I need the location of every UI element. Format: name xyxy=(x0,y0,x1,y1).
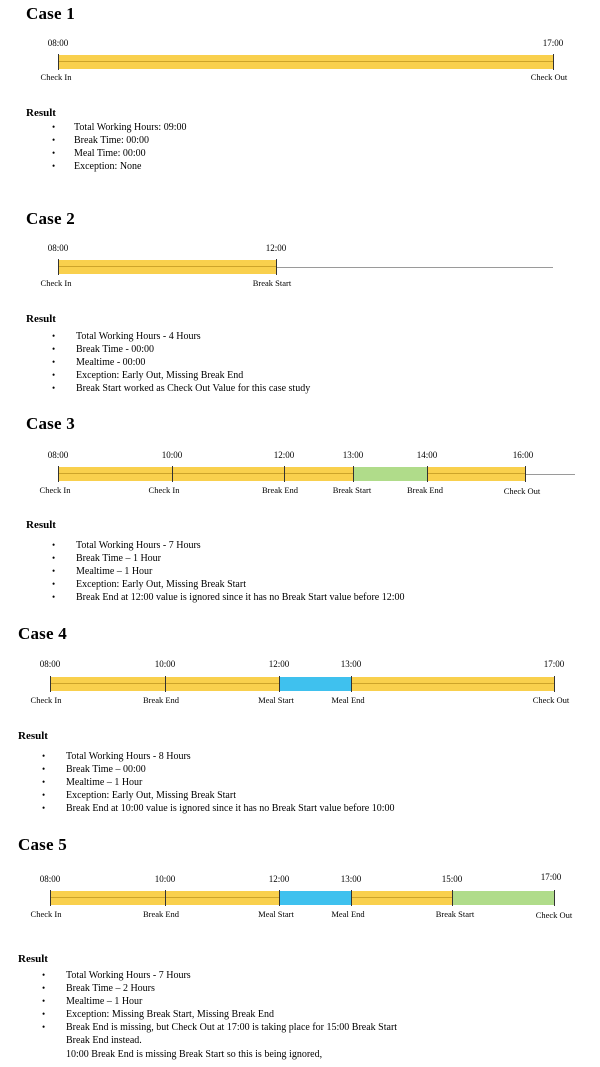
bullet: • xyxy=(52,540,56,550)
bullet: • xyxy=(52,357,56,367)
tick-mark xyxy=(554,676,555,692)
result-item xyxy=(52,578,405,591)
result-item xyxy=(42,763,395,776)
tick-mark xyxy=(276,259,277,275)
result-item xyxy=(42,969,397,982)
work-segment xyxy=(351,891,452,905)
bullet: • xyxy=(42,803,46,813)
bullet: • xyxy=(52,370,56,380)
time-label: 17:00 xyxy=(542,38,564,48)
result-text: Mealtime – 1 Hour xyxy=(66,777,143,788)
time-label: 08:00 xyxy=(39,659,61,669)
case-2-result-list xyxy=(52,330,310,395)
tick-mark xyxy=(351,890,352,906)
event-label: Check Out xyxy=(535,910,573,920)
event-label: Meal End xyxy=(331,695,365,705)
case-5-result-title: Result xyxy=(18,953,48,965)
time-label: 13:00 xyxy=(340,874,362,884)
bullet: • xyxy=(52,148,56,158)
time-label: 17:00 xyxy=(540,872,562,882)
bullet: • xyxy=(42,764,46,774)
result-item xyxy=(42,995,397,1008)
result-item xyxy=(52,343,310,356)
result-item xyxy=(42,1008,397,1021)
bullet: • xyxy=(42,790,46,800)
result-text: Total Working Hours - 7 Hours xyxy=(66,970,191,981)
result-text: Break Time: 00:00 xyxy=(74,135,150,146)
bullet: • xyxy=(52,331,56,341)
result-text: Exception: Missing Break Start, Missing Break End xyxy=(66,1009,275,1020)
time-label: 10:00 xyxy=(161,450,183,460)
result-item xyxy=(42,982,397,995)
result-item xyxy=(42,750,395,763)
time-label: 13:00 xyxy=(340,659,362,669)
event-label: Break Start xyxy=(252,278,292,288)
event-label: Check In xyxy=(30,909,62,919)
result-item xyxy=(42,776,395,789)
bullet: • xyxy=(42,983,46,993)
meal-segment xyxy=(279,891,351,905)
event-label: Check In xyxy=(30,695,62,705)
case-3-title: Case 3 xyxy=(26,414,75,433)
tick-mark xyxy=(58,259,59,275)
event-label: Break Start xyxy=(332,485,372,495)
result-text: Break End at 12:00 value is ignored since it has no Break Start value before 12:00 xyxy=(76,592,405,603)
result-item xyxy=(52,382,310,395)
result-text: Break Time – 2 Hours xyxy=(66,983,155,994)
case-5-title: Case 5 xyxy=(18,835,67,854)
time-label: 08:00 xyxy=(47,450,69,460)
result-item xyxy=(42,789,395,802)
case-3-result-list xyxy=(52,539,405,604)
result-text: Break Time – 00:00 xyxy=(66,764,146,775)
bullet: • xyxy=(42,1022,46,1032)
result-text: Break End at 10:00 value is ignored since it has no Break Start value before 10:00 xyxy=(66,803,395,814)
time-label: 08:00 xyxy=(39,874,61,884)
result-item xyxy=(52,565,405,578)
case-2-result-title: Result xyxy=(26,313,56,325)
result-item xyxy=(52,147,186,160)
tick-mark xyxy=(452,890,453,906)
timeline-axis xyxy=(276,267,553,268)
event-label: Check Out xyxy=(530,72,568,82)
result-text: Exception: Early Out, Missing Break End xyxy=(76,370,244,381)
bullet: • xyxy=(52,566,56,576)
time-label: 08:00 xyxy=(47,243,69,253)
case-1-result-list xyxy=(52,121,186,173)
event-label: Break End xyxy=(142,909,180,919)
result-text: Total Working Hours: 09:00 xyxy=(74,122,187,133)
tick-mark xyxy=(427,466,428,482)
tick-mark xyxy=(50,890,51,906)
bullet: • xyxy=(52,553,56,563)
time-label: 08:00 xyxy=(47,38,69,48)
bullet: • xyxy=(52,592,56,602)
event-label: Check In xyxy=(148,485,180,495)
event-label: Meal Start xyxy=(258,695,294,705)
result-text: Break Time - 00:00 xyxy=(76,344,155,355)
time-label: 10:00 xyxy=(154,874,176,884)
break-segment xyxy=(353,467,427,481)
time-label: 14:00 xyxy=(416,450,438,460)
result-item xyxy=(42,802,395,815)
break-segment xyxy=(452,891,554,905)
event-label: Break End xyxy=(406,485,444,495)
result-item xyxy=(52,134,186,147)
case-1-title: Case 1 xyxy=(26,4,75,23)
bullet: • xyxy=(42,1009,46,1019)
tick-mark xyxy=(353,466,354,482)
result-item xyxy=(42,1021,397,1034)
time-label: 17:00 xyxy=(543,659,565,669)
case-3-result-title: Result xyxy=(26,519,56,531)
work-segment xyxy=(58,260,276,274)
result-item xyxy=(52,356,310,369)
result-continuation: 10:00 Break End is missing Break Start so this is being ignored, xyxy=(66,1049,323,1060)
case-4-title: Case 4 xyxy=(18,624,67,643)
meal-segment xyxy=(279,677,351,691)
time-label: 12:00 xyxy=(268,659,290,669)
case-1-result-title: Result xyxy=(26,107,56,119)
bullet: • xyxy=(42,751,46,761)
event-label: Break End xyxy=(142,695,180,705)
result-text: Mealtime – 1 Hour xyxy=(76,566,153,577)
result-item xyxy=(52,121,186,134)
tick-mark xyxy=(351,676,352,692)
time-label: 13:00 xyxy=(342,450,364,460)
work-segment xyxy=(427,467,525,481)
case-4-result-title: Result xyxy=(18,730,48,742)
result-text: Total Working Hours - 4 Hours xyxy=(76,331,201,342)
event-label: Check In xyxy=(39,485,71,495)
bullet: • xyxy=(42,996,46,1006)
result-text: Total Working Hours - 8 Hours xyxy=(66,751,191,762)
work-segment xyxy=(58,55,553,69)
tick-mark xyxy=(553,54,554,70)
tick-mark xyxy=(279,890,280,906)
result-item xyxy=(52,330,310,343)
result-item xyxy=(52,552,405,565)
bullet: • xyxy=(52,383,56,393)
bullet: • xyxy=(52,122,56,132)
result-text: Meal Time: 00:00 xyxy=(74,148,146,159)
result-text: Break Start worked as Check Out Value for this case study xyxy=(76,383,311,394)
event-label: Break End xyxy=(261,485,299,495)
case-4-result-list xyxy=(42,750,395,815)
event-label: Check Out xyxy=(532,695,570,705)
tick-mark xyxy=(58,466,59,482)
result-text: Exception: None xyxy=(74,161,142,172)
result-text: Break Time – 1 Hour xyxy=(76,553,161,564)
bullet: • xyxy=(52,161,56,171)
tick-mark xyxy=(58,54,59,70)
bullet: • xyxy=(52,579,56,589)
time-label: 10:00 xyxy=(154,659,176,669)
work-segment xyxy=(58,467,353,481)
bullet: • xyxy=(42,777,46,787)
time-label: 15:00 xyxy=(441,874,463,884)
tick-mark xyxy=(284,466,285,482)
result-text: Break End is missing, but Check Out at 17:00 is taking place for 15:00 Break Start xyxy=(66,1022,398,1033)
result-continuation: Break End instead. xyxy=(66,1035,142,1046)
result-item xyxy=(52,369,310,382)
timeline-axis xyxy=(525,474,575,475)
bullet: • xyxy=(42,970,46,980)
event-label: Meal End xyxy=(331,909,365,919)
tick-mark xyxy=(525,466,526,482)
time-label: 12:00 xyxy=(265,243,287,253)
result-text: Total Working Hours - 7 Hours xyxy=(76,540,201,551)
result-item xyxy=(52,539,405,552)
event-label: Check In xyxy=(40,72,72,82)
result-item xyxy=(52,591,405,604)
bullet: • xyxy=(52,344,56,354)
case-5-result-list xyxy=(42,969,397,1034)
time-label: 12:00 xyxy=(268,874,290,884)
result-item xyxy=(52,160,186,173)
tick-mark xyxy=(165,676,166,692)
tick-mark xyxy=(279,676,280,692)
tick-mark xyxy=(165,890,166,906)
bullet: • xyxy=(52,135,56,145)
time-label: 12:00 xyxy=(273,450,295,460)
case-2-title: Case 2 xyxy=(26,209,75,228)
tick-mark xyxy=(172,466,173,482)
work-segment xyxy=(351,677,554,691)
tick-mark xyxy=(554,890,555,906)
event-label: Check Out xyxy=(503,486,541,496)
result-text: Mealtime – 1 Hour xyxy=(66,996,143,1007)
event-label: Break Start xyxy=(435,909,475,919)
event-label: Meal Start xyxy=(258,909,294,919)
tick-mark xyxy=(50,676,51,692)
result-text: Exception: Early Out, Missing Break Start xyxy=(76,579,246,590)
time-label: 16:00 xyxy=(512,450,534,460)
result-text: Mealtime - 00:00 xyxy=(76,357,146,368)
result-text: Exception: Early Out, Missing Break Start xyxy=(66,790,236,801)
event-label: Check In xyxy=(40,278,72,288)
